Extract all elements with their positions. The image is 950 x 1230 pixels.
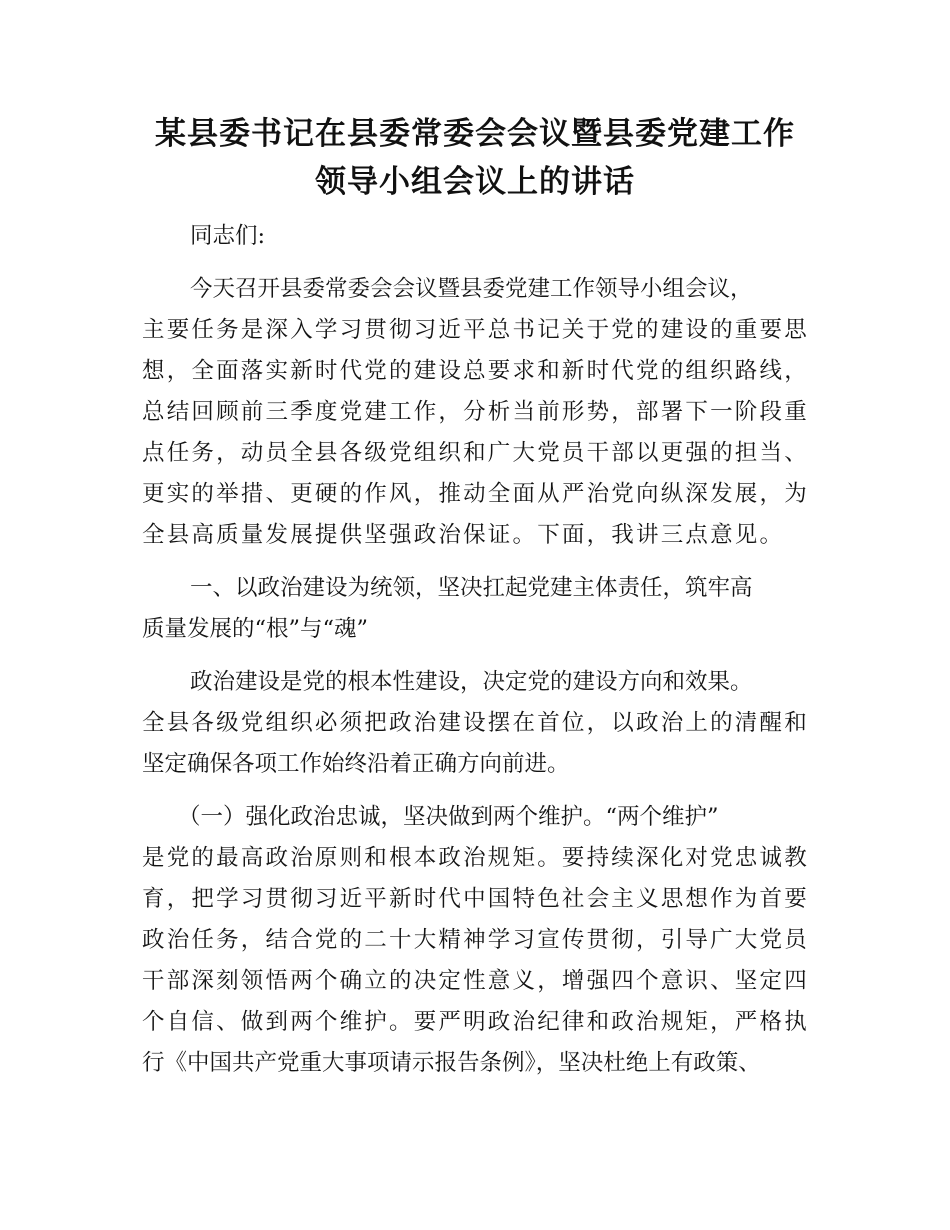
heading-1-line-1: 一、以政治建设为统领，坚决扛起党建主体责任，筑牢高 xyxy=(190,575,753,601)
paragraph-3-line-6: 个自信、做到两个维护。要严明政治纪律和政治规矩，严格执 xyxy=(142,1009,809,1035)
paragraph-1-line-1: 今天召开县委常委会会议暨县委党建工作领导小组会议， xyxy=(190,276,753,302)
paragraph-3-line-1: （一）强化政治忠诚，坚决做到两个维护。“两个维护” xyxy=(178,804,719,830)
paragraph-2-line-1: 政治建设是党的根本性建设，决定党的建设方向和效果。 xyxy=(190,669,753,695)
salutation: 同志们: xyxy=(190,223,266,249)
paragraph-3-line-5: 干部深刻领悟两个确立的决定性意义，增强四个意识、坚定四 xyxy=(142,968,809,994)
paragraph-3-line-2: 是党的最高政治原则和根本政治规矩。要持续深化对党忠诚教 xyxy=(142,845,809,871)
paragraph-3-line-4: 政治任务，结合党的二十大精神学习宣传贯彻，引导广大党员 xyxy=(142,927,809,953)
paragraph-1-line-5: 点任务，动员全县各级党组织和广大党员干部以更强的担当、 xyxy=(142,440,809,466)
paragraph-1-line-7: 全县高质量发展提供坚强政治保证。下面，我讲三点意见。 xyxy=(142,522,785,548)
paragraph-3-line-3: 育，把学习贯彻习近平新时代中国特色社会主义思想作为首要 xyxy=(142,886,809,912)
paragraph-2-line-3: 坚定确保各项工作始终沿着正确方向前进。 xyxy=(142,751,570,777)
heading-1-line-2: 质量发展的“根”与“魂” xyxy=(142,616,369,642)
paragraph-3-line-7: 行《中国共产党重大事项请示报告条例》，坚决杜绝上有政策、 xyxy=(142,1050,761,1076)
title-line-2: 领导小组会议上的讲话 xyxy=(315,164,635,200)
paragraph-1-line-2: 主要任务是深入学习贯彻习近平总书记关于党的建设的重要思 xyxy=(142,317,809,343)
paragraph-2-line-2: 全县各级党组织必须把政治建设摆在首位，以政治上的清醒和 xyxy=(142,710,809,736)
title-line-1: 某县委书记在县委常委会会议暨县委党建工作 xyxy=(155,116,795,152)
paragraph-1-line-6: 更实的举措、更硬的作风，推动全面从严治党向纵深发展，为 xyxy=(142,481,809,507)
paragraph-1-line-3: 想，全面落实新时代党的建设总要求和新时代党的组织路线， xyxy=(142,358,809,384)
paragraph-1-line-4: 总结回顾前三季度党建工作，分析当前形势，部署下一阶段重 xyxy=(142,399,809,425)
